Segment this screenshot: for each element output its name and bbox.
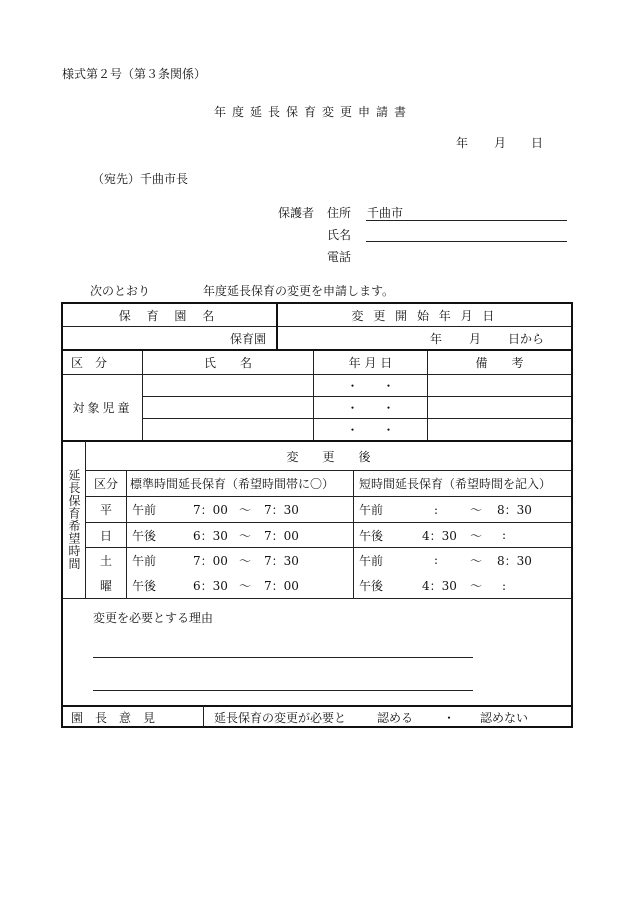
child-dob-field-1[interactable]: ・ ・ — [346, 379, 395, 393]
start-day-label: 日から — [508, 331, 545, 346]
child-name-field-3[interactable] — [143, 419, 313, 440]
approve-option[interactable]: 認める — [377, 711, 414, 725]
short-saturday-evening[interactable]: 午後 4：30 〜 : — [359, 578, 507, 593]
weekday-label-2: 日 — [99, 528, 112, 543]
rule — [203, 705, 204, 727]
address-label: 住所 — [327, 206, 352, 220]
disapprove-option[interactable]: 認めない — [480, 711, 529, 725]
target-children-label: 対象児童 — [72, 401, 133, 415]
form-number: 様式第２号（第３条関係） — [62, 67, 207, 81]
address-field[interactable]: 千曲市 — [367, 206, 404, 220]
category-header: 区 分 — [71, 356, 108, 370]
reason-line-1[interactable] — [93, 657, 473, 658]
std-weekday-morning[interactable]: 午前 7：00 〜 7：30 — [132, 503, 299, 517]
guardian-label: 保護者 — [278, 206, 315, 220]
after-change-header: 変 更 後 — [286, 449, 371, 464]
short-saturday-morning[interactable]: 午前 : 〜 8：30 — [359, 553, 532, 568]
director-opinion-label: 園 長 意 見 — [71, 711, 156, 725]
date-day-label: 日 — [531, 136, 544, 150]
child-remarks-field-1[interactable] — [428, 375, 571, 396]
extension-hours-side-label: 延長保育希望時間 — [67, 469, 81, 570]
date-month-label: 月 — [494, 136, 507, 150]
reason-label: 変更を必要とする理由 — [93, 611, 214, 625]
change-start-header: 変 更 開 始 年 月 日 — [351, 308, 498, 323]
reason-line-2[interactable] — [93, 690, 473, 691]
start-month-label: 月 — [469, 331, 482, 346]
name-label: 氏名 — [327, 228, 352, 242]
rule — [63, 598, 571, 599]
category-label: 区分 — [93, 477, 118, 491]
child-dob-field-2[interactable]: ・ ・ — [346, 401, 395, 415]
nursery-name-header: 保 育 園 名 — [118, 308, 221, 323]
child-name-field-1[interactable] — [143, 375, 313, 396]
addressee: （宛先）千曲市長 — [92, 172, 189, 186]
intro-suffix: 年度延長保育の変更を申請します。 — [203, 284, 395, 298]
child-remarks-field-3[interactable] — [428, 419, 571, 440]
director-opinion-row — [205, 707, 571, 728]
page-title: 年度延長保育変更申請書 — [214, 105, 413, 119]
short-extension-header: 短時間延長保育（希望時間を記入） — [359, 477, 552, 491]
short-weekday-morning[interactable]: 午前 : 〜 8：30 — [359, 502, 532, 517]
address-underline — [366, 220, 567, 221]
name-field[interactable] — [366, 241, 567, 242]
option-separator: ・ — [443, 711, 456, 725]
saturday-label-1: 土 — [99, 553, 112, 568]
short-weekday-evening[interactable]: 午後 4：30 〜 : — [359, 528, 507, 543]
weekday-label-1: 平 — [99, 503, 112, 517]
change-start-date-field[interactable] — [278, 327, 571, 349]
application-form-table — [61, 302, 573, 728]
child-name-header: 氏 名 — [203, 356, 252, 370]
nursery-suffix: 保育園 — [229, 331, 266, 346]
child-name-field-2[interactable] — [143, 397, 313, 418]
nursery-name-field[interactable] — [63, 327, 276, 349]
start-year-label: 年 — [430, 331, 443, 346]
standard-extension-header: 標準時間延長保育（希望時間帯に〇） — [130, 477, 335, 491]
phone-label: 電話 — [327, 250, 352, 264]
child-dob-field-3[interactable]: ・ ・ — [346, 423, 395, 437]
std-weekday-evening[interactable]: 午後 6：30 〜 7：00 — [132, 528, 299, 543]
date-year-label: 年 — [456, 136, 469, 150]
std-saturday-evening[interactable]: 午後 6：30 〜 7：00 — [132, 579, 299, 593]
remarks-header: 備 考 — [475, 356, 524, 370]
saturday-label-2: 曜 — [99, 579, 112, 593]
birthdate-header: 年 月 日 — [348, 356, 393, 370]
intro-prefix: 次のとおり — [90, 284, 151, 298]
std-saturday-morning[interactable]: 午前 7：00 〜 7：30 — [132, 553, 299, 568]
child-remarks-field-2[interactable] — [428, 397, 571, 418]
director-opinion-text: 延長保育の変更が必要と — [214, 711, 347, 725]
